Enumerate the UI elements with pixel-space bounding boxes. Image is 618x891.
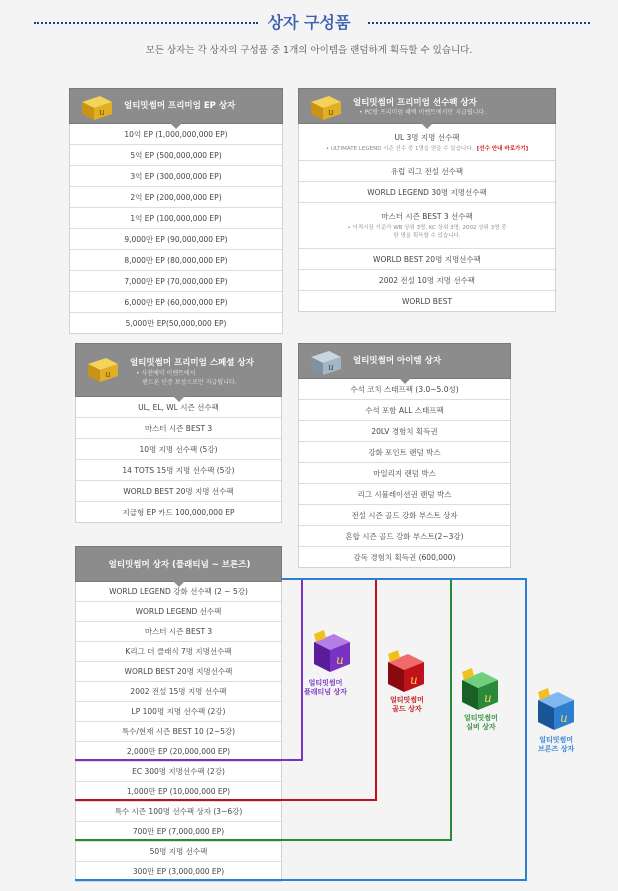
list-item: WORLD LEGEND 30명 지명선수팩 (299, 181, 555, 202)
svg-text:u: u (105, 370, 111, 380)
svg-text:u: u (336, 653, 344, 667)
list-item: 2,000만 EP (20,000,000 EP) (76, 741, 281, 761)
list-item: 마스터 시즌 BEST 3 (76, 417, 281, 438)
box-label-line: 얼티밋썸머 (539, 736, 574, 744)
list-item: 9,000만 EP (90,000,000 EP) (70, 228, 282, 249)
list-item: 수석 코치 스태프팩 (3.0~5.0성) (350, 384, 459, 394)
list-item: 마스터 시즌 BEST 3 (76, 621, 281, 641)
list-item: WORLD BEST 20명 지명선수팩 (299, 248, 555, 269)
list-item: 특수/현재 시즌 BEST 10 (2~5강) (76, 721, 281, 741)
gold-tier-box-icon (388, 650, 424, 692)
bronze-connector (75, 579, 526, 880)
silver-tier-box-icon (462, 668, 498, 710)
list-item: 1,000만 EP (10,000,000 EP) (76, 781, 281, 801)
list-item: 10억 EP (1,000,000,000 EP) (124, 129, 228, 139)
list-item: 2002 전설 10명 지명 선수팩 (299, 269, 555, 290)
list-item: WORLD LEGEND 강화 선수팩 (2 ~ 5강) (109, 587, 248, 596)
list-item: UL, EL, WL 시즌 선수팩 (138, 402, 219, 412)
list-item: 1억 EP (100,000,000 EP) (70, 207, 282, 228)
list-item: 20LV 경험치 획득권 (299, 420, 510, 441)
box-label-line: 얼티밋썸머 (464, 714, 498, 722)
list-item: 3억 EP (300,000,000 EP) (70, 165, 282, 186)
list-item: 리그 시뮬레이션권 랜덤 박스 (299, 483, 510, 504)
list-item: 700만 EP (7,000,000 EP) (76, 821, 281, 841)
item-note: 한 명을 획득할 수 있습니다. (393, 233, 461, 239)
platinum-box-label (304, 679, 347, 697)
list-item: 지급형 EP 카드 100,000,000 EP (76, 501, 281, 522)
silver-box-label (464, 714, 498, 732)
list-item: 전설 시즌 골드 강화 부스트 상자 (299, 504, 510, 525)
svg-text:u: u (328, 108, 334, 118)
list-item: K리그 더 클래식 7명 지명선수팩 (76, 641, 281, 661)
list-item: 강화 포인트 랜덤 박스 (299, 441, 510, 462)
special-box-title: 얼티밋썸머 프리미엄 스페셜 상자 (130, 358, 254, 368)
ep-box-title: 얼티밋썸머 프리미엄 EP 상자 (124, 101, 236, 111)
list-item: 300만 EP (3,000,000 EP) (76, 861, 281, 881)
list-item: LP 100명 지명 선수팩 (2강) (76, 701, 281, 721)
list-item: 수석 포함 ALL 스태프팩 (299, 399, 510, 420)
player-box-title: 얼티밋썸머 프리미엄 선수팩 상자 (353, 98, 477, 108)
svg-text:u: u (410, 673, 418, 687)
list-item: WORLD BEST 20명 지명 선수팩 (76, 480, 281, 501)
list-item: WORLD LEGEND 선수팩 (76, 601, 281, 621)
item-box-title: 얼티밋썸머 아이템 상자 (353, 356, 442, 366)
list-item: WORLD BEST 20명 지명선수팩 (76, 661, 281, 681)
box-label-line: 실버 상자 (466, 723, 496, 731)
list-item: EC 300명 지명선수팩 (2강) (76, 761, 281, 781)
box-label-line: 골드 상자 (392, 705, 422, 713)
list-item: 50명 지명 선수팩 (76, 841, 281, 861)
list-item: 8,000만 EP (80,000,000 EP) (70, 249, 282, 270)
list-item: 2002 전설 15명 지명 선수팩 (76, 681, 281, 701)
gold-box-label (390, 696, 424, 714)
list-item: 마일리지 랜덤 박스 (299, 462, 510, 483)
box-label-line: 브론즈 상자 (538, 745, 575, 753)
special-note-1: • 사전예약 이벤트에서 (136, 370, 196, 377)
svg-text:u: u (328, 363, 334, 373)
list-item: WORLD BEST (299, 290, 555, 311)
item-note-text: • ULTIMATE LEGEND 시즌 선수 중 1명을 얻을 수 있습니다. (325, 145, 474, 152)
box-label-line: 플래티넘 상자 (304, 688, 348, 696)
special-note-2: 핸드폰 인증 보상으로만 지급됩니다. (142, 379, 237, 386)
svg-text:u: u (484, 691, 492, 705)
platinum-connector (75, 579, 302, 760)
item-label: UL 3명 지명 선수팩 (394, 132, 460, 142)
list-item: 감독 경험치 획득권 (600,000) (299, 546, 510, 567)
platinum-box-icon (314, 630, 350, 672)
bronze-tier-box-icon (538, 688, 574, 730)
list-item: 14 TOTS 15명 지명 선수팩 (5강) (76, 459, 281, 480)
list-item: 유럽 리그 전설 선수팩 (299, 160, 555, 181)
box-label-line: 얼티밋썸머 (390, 696, 424, 704)
list-item: 특수 시즌 100명 선수팩 상자 (3~6강) (76, 801, 281, 821)
list-item: 5,000만 EP(50,000,000 EP) (70, 312, 282, 333)
list-item: 6,000만 EP (60,000,000 EP) (70, 291, 282, 312)
svg-text:u: u (99, 108, 105, 118)
list-item: 5억 EP (500,000,000 EP) (70, 144, 282, 165)
list-item: 7,000만 EP (70,000,000 EP) (70, 270, 282, 291)
bronze-box-label (538, 736, 574, 754)
page-title: 상자 구성품 (267, 13, 351, 32)
item-label: 마스터 시즌 BEST 3 선수팩 (381, 212, 473, 221)
item-note: • 이적시장 기준가 WB 상위 3명, KC 상위 3명, 2002 상위 3명 중 (347, 225, 507, 231)
list-item: 10명 지명 선수팩 (5강) (76, 438, 281, 459)
player-info-link[interactable]: [선수 안내 바로가기] (476, 145, 529, 152)
list-item: 혼합 시즌 골드 강화 부스트(2~3강) (299, 525, 510, 546)
list-item: 2억 EP (200,000,000 EP) (70, 186, 282, 207)
player-box-note: • PC방 프리미엄 혜택 이벤트에서만 지급됩니다. (359, 109, 487, 116)
box-label-line: 얼티밋썸머 (308, 679, 343, 687)
tier-box-title: 얼티밋썸머 상자 (플래티넘 ~ 브론즈) (108, 560, 251, 570)
svg-text:u: u (560, 711, 568, 725)
page-subtitle: 모든 상자는 각 상자의 구성품 중 1개의 아이템을 랜덤하게 획득할 수 있습니다. (145, 45, 473, 56)
